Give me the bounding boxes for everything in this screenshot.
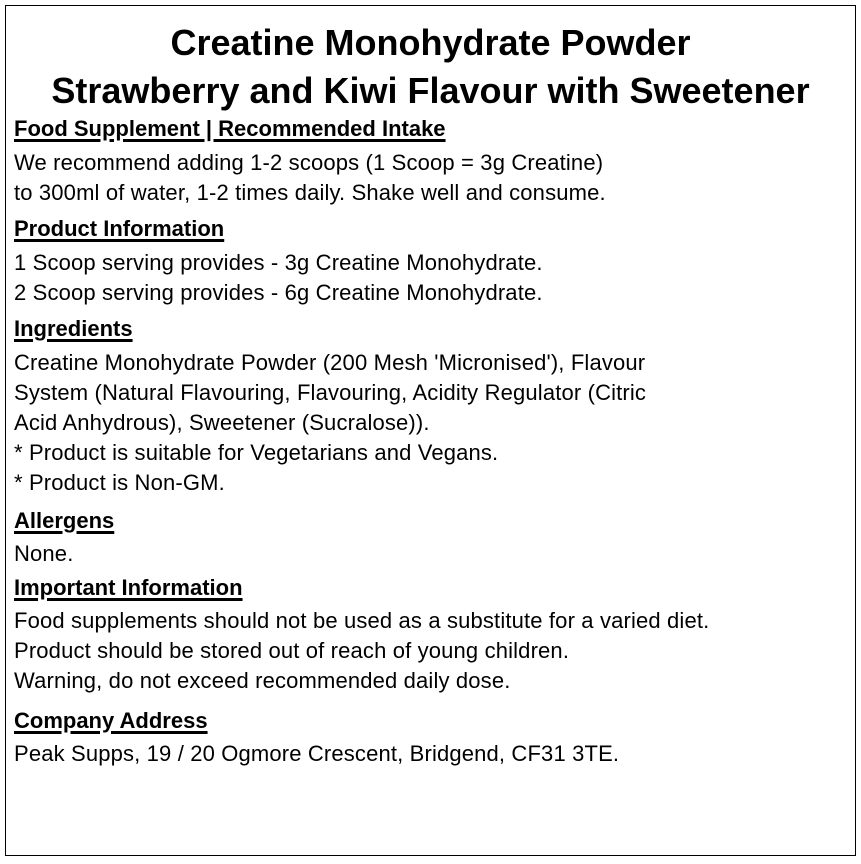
intake-line-2: to 300ml of water, 1-2 times daily. Shake well and consume. — [14, 180, 606, 205]
product-title-line-1: Creatine Monohydrate Powder — [170, 22, 691, 63]
important-line-1: Food supplements should not be used as a substitute for a varied diet. — [14, 608, 710, 633]
intake-line-1: We recommend adding 1-2 scoops (1 Scoop = 3g Creatine) — [14, 150, 604, 175]
important-line-3: Warning, do not exceed recommended daily dose. — [14, 668, 511, 693]
heading-important-information: Important Information — [14, 575, 243, 600]
heading-recommended-intake: Food Supplement | Recommended Intake — [14, 116, 446, 141]
heading-ingredients: Ingredients — [14, 316, 133, 341]
important-line-2: Product should be stored out of reach of young children. — [14, 638, 570, 663]
company-address: Peak Supps, 19 / 20 Ogmore Crescent, Bridgend, CF31 3TE. — [14, 741, 620, 766]
heading-company-address: Company Address — [14, 708, 208, 733]
ingredients-line-3: Acid Anhydrous), Sweetener (Sucralose)). — [14, 410, 430, 435]
product-info-line-1: 1 Scoop serving provides - 3g Creatine Monohydrate. — [14, 250, 543, 275]
label-frame — [5, 5, 856, 856]
product-info-line-2: 2 Scoop serving provides - 6g Creatine Monohydrate. — [14, 280, 543, 305]
heading-allergens: Allergens — [14, 508, 115, 533]
ingredients-line-1: Creatine Monohydrate Powder (200 Mesh 'Micronised'), Flavour — [14, 350, 646, 375]
ingredients-note-non-gm: * Product is Non-GM. — [14, 470, 225, 495]
heading-product-information: Product Information — [14, 216, 225, 241]
ingredients-note-vegan: * Product is suitable for Vegetarians and Vegans. — [14, 440, 499, 465]
allergens-value: None. — [14, 541, 74, 566]
ingredients-line-2: System (Natural Flavouring, Flavouring, Acidity Regulator (Citric — [14, 380, 647, 405]
product-title-line-2: Strawberry and Kiwi Flavour with Sweetener — [51, 70, 810, 111]
